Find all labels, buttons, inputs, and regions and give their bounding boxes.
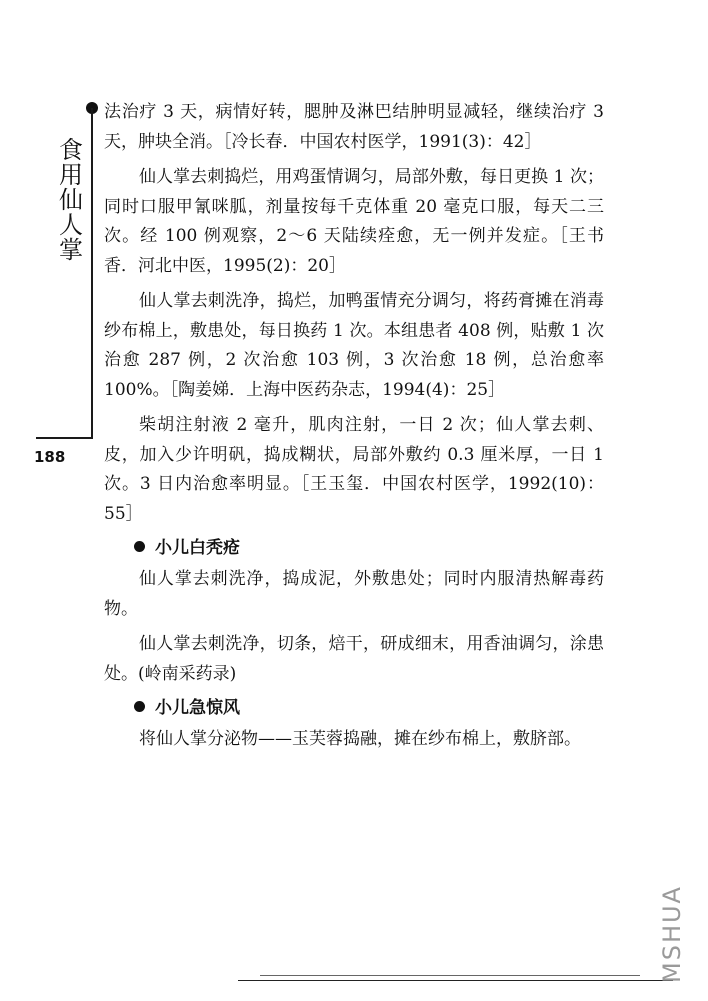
running-title	[58, 138, 84, 263]
margin-vertical-rule	[91, 108, 93, 438]
footer-rule	[238, 980, 673, 981]
bullet-icon	[134, 541, 145, 552]
page-number: 188	[34, 448, 66, 466]
paragraph: 仙人掌去刺洗净，切条，焙干，研成细末，用香油调匀，涂患处。(岭南采药录)	[104, 634, 604, 684]
paragraph: 柴胡注射液 2 毫升，肌肉注射，一日 2 次；仙人掌去刺、皮，加入少许明矾，捣成糊状，局部外敷约 0.3 厘米厚，一日 1 次。3 日内治愈率明显。［王玉玺．中国农村医学，1992(10)：55］	[104, 415, 604, 524]
section-heading	[134, 691, 604, 725]
margin-horizontal-rule	[36, 437, 93, 439]
section-heading	[134, 531, 604, 565]
paragraph: 仙人掌去刺洗净，捣烂，加鸭蛋情充分调匀，将药膏摊在消毒纱布棉上，敷患处，每日换药 1 次。本组患者 408 例，贴敷 1 次治愈 287 例，2 次治愈 103 例，3 次治愈 18 例，总治愈率 100%。［陶姜娣．上海中医药杂志，1994(4)：25］	[104, 291, 604, 400]
watermark: MSHUA	[658, 885, 686, 983]
footer-rule-thin	[260, 975, 640, 976]
section-heading-text: 小儿白秃疮	[155, 538, 240, 558]
running-title-char: 掌	[59, 236, 83, 264]
paragraph: 仙人掌去刺捣烂，用鸡蛋情调匀，局部外敷，每日更换 1 次；同时口服甲氰咪胍，剂量按每千克体重 20 毫克口服，每天二三次。经 100 例观察，2～6 天陆续痊愈，无一例并发症。［王书香．河北中医，1995(2)：20］	[104, 167, 604, 276]
paragraph: 仙人掌去刺洗净，捣成泥，外敷患处；同时内服清热解毒药物。	[104, 569, 604, 619]
running-title-char: 食	[59, 136, 83, 164]
running-title-char: 人	[59, 211, 83, 239]
paragraph: 将仙人掌分泌物——玉芙蓉捣融，摊在纱布棉上，敷脐部。	[139, 729, 581, 749]
running-title-char: 仙	[59, 186, 83, 214]
section-heading-text: 小儿急惊风	[155, 698, 240, 718]
bullet-icon	[134, 701, 145, 712]
paragraph: 法治疗 3 天，病情好转，腮肿及淋巴结肿明显减轻，继续治疗 3 天，肿块全消。［冷长春．中国农村医学，1991(3)：42］	[104, 102, 604, 152]
running-title-char: 用	[59, 161, 83, 189]
body-text	[104, 98, 604, 755]
